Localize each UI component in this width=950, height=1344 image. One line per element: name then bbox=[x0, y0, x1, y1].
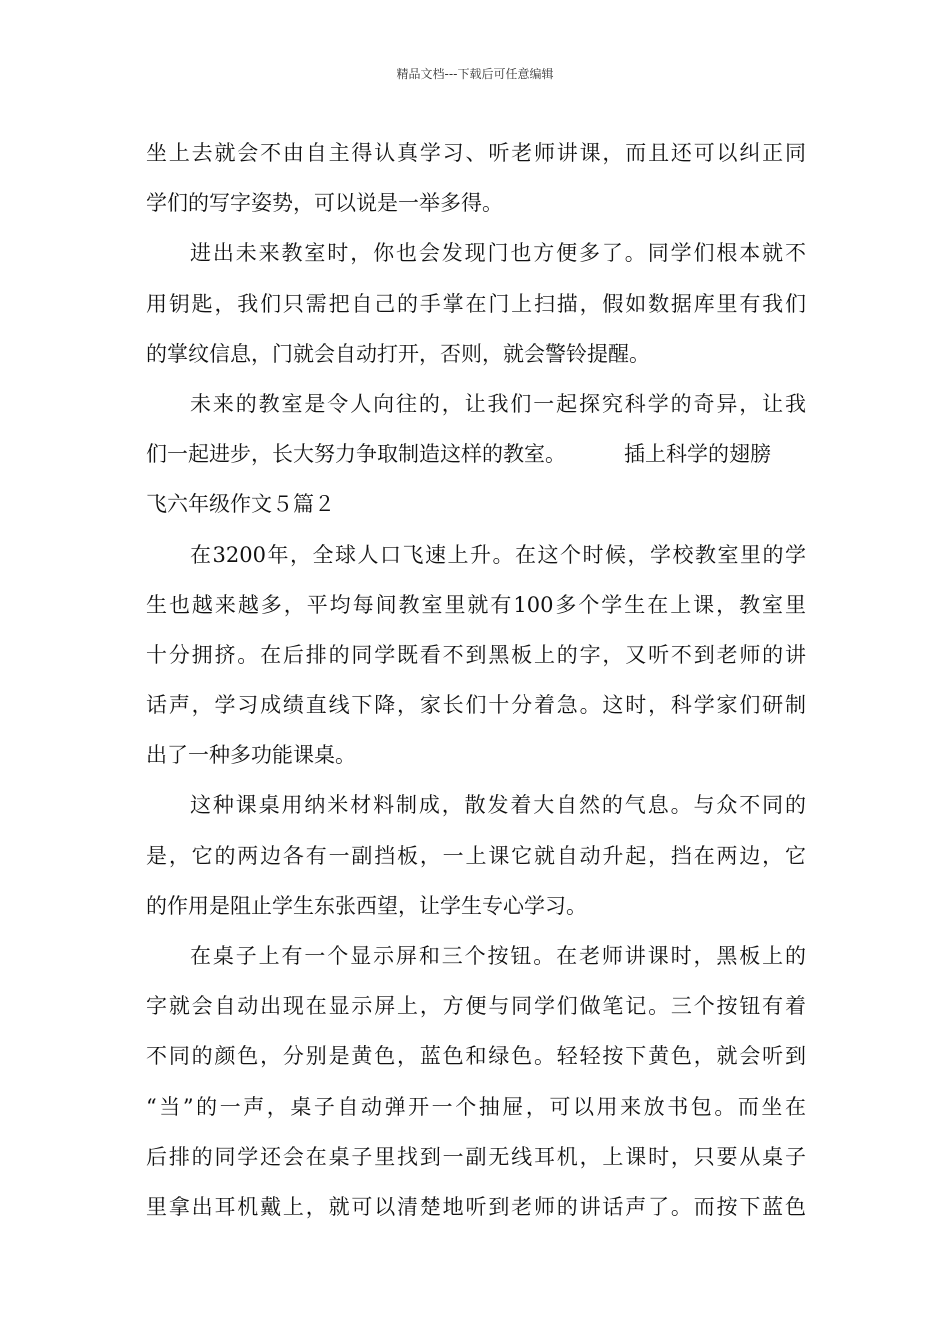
page-header: 精品文档---下载后可任意编辑 bbox=[396, 67, 554, 81]
text-line: 话声，学习成绩直线下降，家长们十分着急。这时，科学家们研制 bbox=[146, 693, 806, 718]
text-line: 们一起进步，长大努力争取制造这样的教室。 插上科学的翅膀 bbox=[146, 442, 771, 467]
text-line: 的作用是阻止学生东张西望，让学生专心学习。 bbox=[146, 893, 587, 918]
text-line: 用钥匙，我们只需把自己的手掌在门上扫描，假如数据库里有我们 bbox=[146, 291, 806, 316]
text-line: 未来的教室是令人向往的，让我们一起探究科学的奇异，让我 bbox=[190, 391, 806, 416]
text-line: 生也越来越多，平均每间教室里就有100多个学生在上课，教室里 bbox=[146, 592, 806, 617]
text-line: 里拿出耳机戴上，就可以清楚地听到老师的讲话声了。而按下蓝色 bbox=[146, 1194, 806, 1219]
text-line: 的掌纹信息，门就会自动打开，否则，就会警铃提醒。 bbox=[146, 341, 650, 366]
text-line: 进出未来教室时，你也会发现门也方便多了。同学们根本就不 bbox=[190, 241, 806, 266]
text-line: 在3200年，全球人口飞速上升。在这个时候，学校教室里的学 bbox=[190, 542, 806, 567]
text-line: 不同的颜色，分别是黄色，蓝色和绿色。轻轻按下黄色，就会听到 bbox=[146, 1044, 806, 1069]
text-line: 十分拥挤。在后排的同学既看不到黑板上的字，又听不到老师的讲 bbox=[146, 642, 806, 667]
text-line: 是，它的两边各有一副挡板，一上课它就自动升起，挡在两边，它 bbox=[146, 843, 806, 868]
text-line: 在桌子上有一个显示屏和三个按钮。在老师讲课时，黑板上的 bbox=[190, 944, 806, 968]
section-title-start: 插上科学的翅膀 bbox=[624, 442, 771, 467]
text-line: 后排的同学还会在桌子里找到一副无线耳机，上课时，只要从桌子 bbox=[146, 1144, 806, 1169]
text-line: 出了一种多功能课桌。 bbox=[146, 743, 356, 768]
text-line: 字就会自动出现在显示屏上，方便与同学们做笔记。三个按钮有着 bbox=[146, 994, 806, 1019]
text-line: 坐上去就会不由自主得认真学习、听老师讲课，而且还可以纠正同 bbox=[146, 141, 806, 165]
article-body bbox=[146, 128, 806, 1232]
section-title-end: 飞六年级作文５篇２ bbox=[146, 492, 335, 517]
text-line: 这种课桌用纳米材料制成，散发着大自然的气息。与众不同的 bbox=[190, 793, 806, 818]
text-line: “当”的一声，桌子自动弹开一个抽屉，可以用来放书包。而坐在 bbox=[146, 1094, 806, 1119]
text-line: 学们的写字姿势，可以说是一举多得。 bbox=[146, 191, 503, 216]
